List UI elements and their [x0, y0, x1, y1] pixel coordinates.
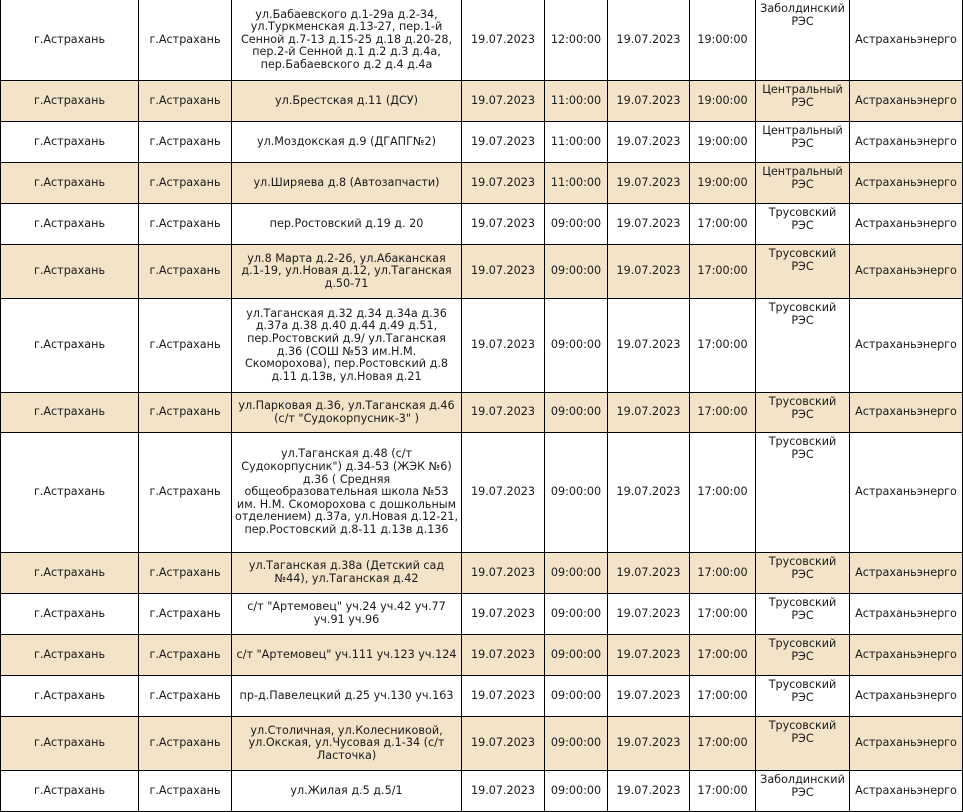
city-cell: г.Астрахань — [1, 204, 139, 245]
start-time-cell: 09:00:00 — [545, 635, 608, 676]
start-date-cell: 19.07.2023 — [462, 204, 545, 245]
start-time-cell: 11:00:00 — [545, 81, 608, 122]
res-cell: Трусовский РЭС — [756, 594, 850, 635]
city-cell: г.Астрахань — [1, 594, 139, 635]
address-cell: с/т "Артемовец" уч.24 уч.42 уч.77 уч.91 уч.96 — [232, 594, 462, 635]
res-cell: Центральный РЭС — [756, 81, 850, 122]
city-cell: г.Астрахань — [1, 393, 139, 433]
district-cell: г.Астрахань — [139, 245, 232, 299]
city-cell: г.Астрахань — [1, 163, 139, 204]
district-cell: г.Астрахань — [139, 676, 232, 717]
start-time-cell: 09:00:00 — [545, 393, 608, 433]
city-cell: г.Астрахань — [1, 635, 139, 676]
company-cell: Астраханьэнерго — [850, 163, 963, 204]
end-date-cell: 19.07.2023 — [608, 163, 690, 204]
end-date-cell: 19.07.2023 — [608, 0, 690, 81]
start-time-cell: 09:00:00 — [545, 771, 608, 812]
city-cell: г.Астрахань — [1, 245, 139, 299]
address-cell: пер.Ростовский д.19 д. 20 — [232, 204, 462, 245]
end-time-cell: 17:00:00 — [690, 717, 756, 771]
end-date-cell: 19.07.2023 — [608, 717, 690, 771]
res-cell: Центральный РЭС — [756, 163, 850, 204]
company-cell: Астраханьэнерго — [850, 594, 963, 635]
res-cell: Центральный РЭС — [756, 122, 850, 163]
res-cell: Трусовский РЭС — [756, 393, 850, 433]
res-cell: Трусовский РЭС — [756, 299, 850, 393]
end-date-cell: 19.07.2023 — [608, 122, 690, 163]
address-cell: с/т "Артемовец" уч.111 уч.123 уч.124 — [232, 635, 462, 676]
start-time-cell: 12:00:00 — [545, 0, 608, 81]
end-date-cell: 19.07.2023 — [608, 81, 690, 122]
table-row — [1, 0, 963, 81]
company-cell: Астраханьэнерго — [850, 245, 963, 299]
address-cell: ул.Парковая д.36, ул.Таганская д.46 (с/т "Судокорпусник-3" ) — [232, 393, 462, 433]
city-cell: г.Астрахань — [1, 122, 139, 163]
end-date-cell: 19.07.2023 — [608, 245, 690, 299]
start-date-cell: 19.07.2023 — [462, 717, 545, 771]
end-time-cell: 17:00:00 — [690, 771, 756, 812]
company-cell: Астраханьэнерго — [850, 771, 963, 812]
res-cell: Трусовский РЭС — [756, 553, 850, 594]
table-row — [1, 433, 963, 553]
end-date-cell: 19.07.2023 — [608, 204, 690, 245]
company-cell: Астраханьэнерго — [850, 122, 963, 163]
start-date-cell: 19.07.2023 — [462, 771, 545, 812]
res-cell: Трусовский РЭС — [756, 204, 850, 245]
city-cell: г.Астрахань — [1, 676, 139, 717]
district-cell: г.Астрахань — [139, 594, 232, 635]
table-row — [1, 594, 963, 635]
district-cell: г.Астрахань — [139, 433, 232, 553]
end-date-cell: 19.07.2023 — [608, 635, 690, 676]
start-time-cell: 09:00:00 — [545, 245, 608, 299]
end-date-cell: 19.07.2023 — [608, 594, 690, 635]
end-time-cell: 19:00:00 — [690, 122, 756, 163]
company-cell: Астраханьэнерго — [850, 299, 963, 393]
start-time-cell: 11:00:00 — [545, 163, 608, 204]
address-cell: ул.Ширяева д.8 (Автозапчасти) — [232, 163, 462, 204]
end-time-cell: 17:00:00 — [690, 204, 756, 245]
city-cell: г.Астрахань — [1, 299, 139, 393]
address-cell: ул.Таганская д.38а (Детский сад №44), ул.Таганская д.42 — [232, 553, 462, 594]
end-time-cell: 17:00:00 — [690, 676, 756, 717]
company-cell: Астраханьэнерго — [850, 717, 963, 771]
start-date-cell: 19.07.2023 — [462, 594, 545, 635]
address-cell: ул.Таганская д.32 д.34 д.34а д.36 д.37а д.38 д.40 д.44 д.49 д.51, пер.Ростовский д.9/ ул.Таганская д.36 (СОШ №53 им.Н.М. Скоморохова), пер.Ростовский д.8 д.11 д.13в, ул.Новая д.21 — [232, 299, 462, 393]
address-cell: ул.Жилая д.5 д.5/1 — [232, 771, 462, 812]
start-date-cell: 19.07.2023 — [462, 553, 545, 594]
start-time-cell: 09:00:00 — [545, 717, 608, 771]
end-date-cell: 19.07.2023 — [608, 393, 690, 433]
company-cell: Астраханьэнерго — [850, 433, 963, 553]
table-row — [1, 676, 963, 717]
res-cell: Трусовский РЭС — [756, 635, 850, 676]
end-time-cell: 19:00:00 — [690, 163, 756, 204]
res-cell: Трусовский РЭС — [756, 245, 850, 299]
start-time-cell: 09:00:00 — [545, 204, 608, 245]
table-row — [1, 122, 963, 163]
district-cell: г.Астрахань — [139, 553, 232, 594]
start-date-cell: 19.07.2023 — [462, 81, 545, 122]
district-cell: г.Астрахань — [139, 0, 232, 81]
end-date-cell: 19.07.2023 — [608, 433, 690, 553]
city-cell: г.Астрахань — [1, 717, 139, 771]
table-row — [1, 553, 963, 594]
company-cell: Астраханьэнерго — [850, 393, 963, 433]
table-row — [1, 163, 963, 204]
city-cell: г.Астрахань — [1, 553, 139, 594]
district-cell: г.Астрахань — [139, 635, 232, 676]
city-cell: г.Астрахань — [1, 433, 139, 553]
address-cell: ул.8 Марта д.2-26, ул.Абаканская д.1-19, ул.Новая д.12, ул.Таганская д.50-71 — [232, 245, 462, 299]
district-cell: г.Астрахань — [139, 717, 232, 771]
end-time-cell: 17:00:00 — [690, 433, 756, 553]
end-date-cell: 19.07.2023 — [608, 553, 690, 594]
company-cell: Астраханьэнерго — [850, 81, 963, 122]
city-cell: г.Астрахань — [1, 771, 139, 812]
table-row — [1, 771, 963, 812]
address-cell: пр-д.Павелецкий д.25 уч.130 уч.163 — [232, 676, 462, 717]
end-time-cell: 19:00:00 — [690, 81, 756, 122]
start-time-cell: 09:00:00 — [545, 433, 608, 553]
district-cell: г.Астрахань — [139, 299, 232, 393]
company-cell: Астраханьэнерго — [850, 0, 963, 81]
address-cell: ул.Столичная, ул.Колесниковой, ул.Окская, ул.Чусовая д.1-34 (с/т Ласточка) — [232, 717, 462, 771]
res-cell: Трусовский РЭС — [756, 433, 850, 553]
company-cell: Астраханьэнерго — [850, 553, 963, 594]
start-date-cell: 19.07.2023 — [462, 245, 545, 299]
company-cell: Астраханьэнерго — [850, 635, 963, 676]
district-cell: г.Астрахань — [139, 81, 232, 122]
start-date-cell: 19.07.2023 — [462, 299, 545, 393]
end-time-cell: 17:00:00 — [690, 299, 756, 393]
table-row — [1, 717, 963, 771]
start-time-cell: 09:00:00 — [545, 676, 608, 717]
district-cell: г.Астрахань — [139, 393, 232, 433]
city-cell: г.Астрахань — [1, 0, 139, 81]
table-row — [1, 204, 963, 245]
address-cell: ул.Моздокская д.9 (ДГАПГ№2) — [232, 122, 462, 163]
start-date-cell: 19.07.2023 — [462, 635, 545, 676]
start-time-cell: 09:00:00 — [545, 594, 608, 635]
start-date-cell: 19.07.2023 — [462, 163, 545, 204]
company-cell: Астраханьэнерго — [850, 676, 963, 717]
res-cell: Трусовский РЭС — [756, 717, 850, 771]
start-time-cell: 11:00:00 — [545, 122, 608, 163]
end-time-cell: 17:00:00 — [690, 635, 756, 676]
address-cell: ул.Таганская д.48 (с/т Судокорпусник") д.34-53 (ЖЭК №6) д.36 ( Средняя общеобразовательная школа №53 им. Н.М. Скоморохова с дошкольным отделением) д.37а, ул.Новая д.12-21, пер.Ростовский д.8-11 д.13в д.136 — [232, 433, 462, 553]
table-row — [1, 393, 963, 433]
table-row — [1, 635, 963, 676]
table-row — [1, 81, 963, 122]
district-cell: г.Астрахань — [139, 771, 232, 812]
start-time-cell: 09:00:00 — [545, 299, 608, 393]
res-cell: Заболдинский РЭС — [756, 771, 850, 812]
res-cell: Заболдинский РЭС — [756, 0, 850, 81]
table-row — [1, 299, 963, 393]
res-cell: Трусовский РЭС — [756, 676, 850, 717]
city-cell: г.Астрахань — [1, 81, 139, 122]
start-date-cell: 19.07.2023 — [462, 0, 545, 81]
end-time-cell: 17:00:00 — [690, 393, 756, 433]
end-time-cell: 17:00:00 — [690, 594, 756, 635]
district-cell: г.Астрахань — [139, 204, 232, 245]
start-date-cell: 19.07.2023 — [462, 393, 545, 433]
start-date-cell: 19.07.2023 — [462, 433, 545, 553]
end-time-cell: 19:00:00 — [690, 0, 756, 81]
end-date-cell: 19.07.2023 — [608, 771, 690, 812]
end-date-cell: 19.07.2023 — [608, 299, 690, 393]
end-date-cell: 19.07.2023 — [608, 676, 690, 717]
end-time-cell: 17:00:00 — [690, 553, 756, 594]
start-date-cell: 19.07.2023 — [462, 122, 545, 163]
district-cell: г.Астрахань — [139, 122, 232, 163]
start-time-cell: 09:00:00 — [545, 553, 608, 594]
company-cell: Астраханьэнерго — [850, 204, 963, 245]
address-cell: ул.Брестская д.11 (ДСУ) — [232, 81, 462, 122]
start-date-cell: 19.07.2023 — [462, 676, 545, 717]
end-time-cell: 17:00:00 — [690, 245, 756, 299]
table-row — [1, 245, 963, 299]
district-cell: г.Астрахань — [139, 163, 232, 204]
address-cell: ул.Бабаевского д.1-29а д.2-34, ул.Туркменская д.13-27, пер.1-й Сенной д.7-13 д.15-25 д.18 д.20-28, пер.2-й Сенной д.1 д.2 д.3 д.4а, пер.Бабаевского д.2 д.4 д.4а — [232, 0, 462, 81]
